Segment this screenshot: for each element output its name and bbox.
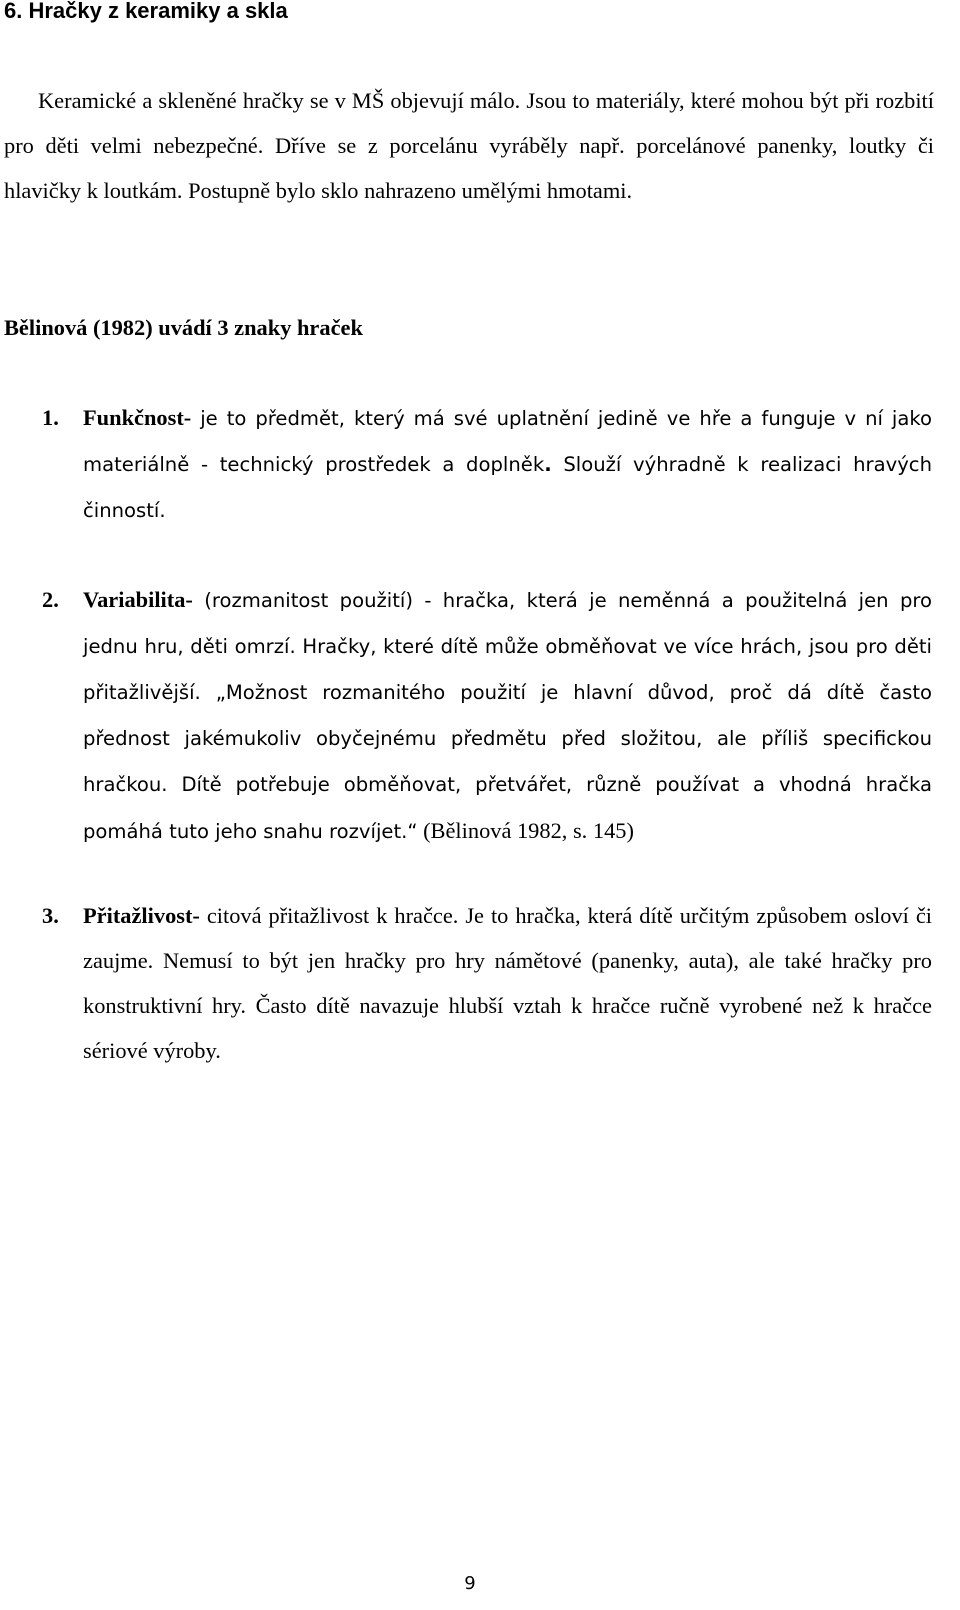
list-number: 2. — [42, 587, 59, 612]
list-number: 1. — [42, 405, 59, 430]
list-text: je to předmět, který má své uplatnění jedině ve hře a funguje v ní jako materiálně - technický prostředek a doplněk — [83, 407, 932, 476]
list-item-variability — [42, 577, 932, 855]
list-item-body — [83, 893, 932, 1073]
list-number: 3. — [42, 903, 59, 928]
list-citation: (Bělinová 1982, s. 145) — [417, 818, 634, 843]
list-heading: Bělinová (1982) uvádí 3 znaky hraček — [4, 315, 363, 340]
list-item-body — [83, 577, 932, 855]
list-term: Funkčnost- — [83, 405, 192, 430]
list-text: citová přitažlivost k hračce. Je to hračka, která dítě určitým způsobem osloví či zaujme. Nemusí to být jen hračky pro hry námětové (panenky, auta), ale také hračky pro konstruktivní hry. Často dítě navazuje hlubší vztah k hračce ručně vyrobené než k hračce sériové výroby. — [83, 903, 932, 1063]
list-text-end: Slouží výhradně k realizaci hravých činností. — [83, 453, 932, 522]
list-text: (rozmanitost použití) - hračka, která je neměnná a použitelná jen pro jednu hru, děti omrzí. Hračky, které dítě může obměňovat ve více hrách, jsou pro děti přitažlivější. „Možnost rozmanitého použití je hlavní důvod, proč dá dítě často přednost jakémukoliv obyčejnému předmětu před složitou, ale příliš specifickou hračkou. Dítě potřebuje obměňovat, přetvářet, různě používat a vhodná hračka pomáhá tuto jeho snahu rozvíjet.“ — [83, 589, 932, 843]
list-item-functionality — [42, 395, 932, 534]
list-item-body — [83, 395, 932, 534]
list-term: Přitažlivost- — [83, 903, 200, 928]
list-text-period: . — [544, 453, 552, 476]
section-heading: 6. Hračky z keramiky a skla — [4, 0, 288, 23]
list-item-attractiveness — [42, 893, 932, 1073]
intro-text: Keramické a skleněné hračky se v MŠ objevují málo. Jsou to materiály, které mohou být při rozbití pro děti velmi nebezpečné. Dříve se z porcelánu vyráběly např. porcelánové panenky, loutky či hlavičky k loutkám. Postupně bylo sklo nahrazeno umělými hmotami. — [4, 88, 934, 203]
list-term: Variabilita- — [83, 587, 193, 612]
page-number: 9 — [464, 1573, 476, 1594]
intro-paragraph — [4, 78, 934, 213]
